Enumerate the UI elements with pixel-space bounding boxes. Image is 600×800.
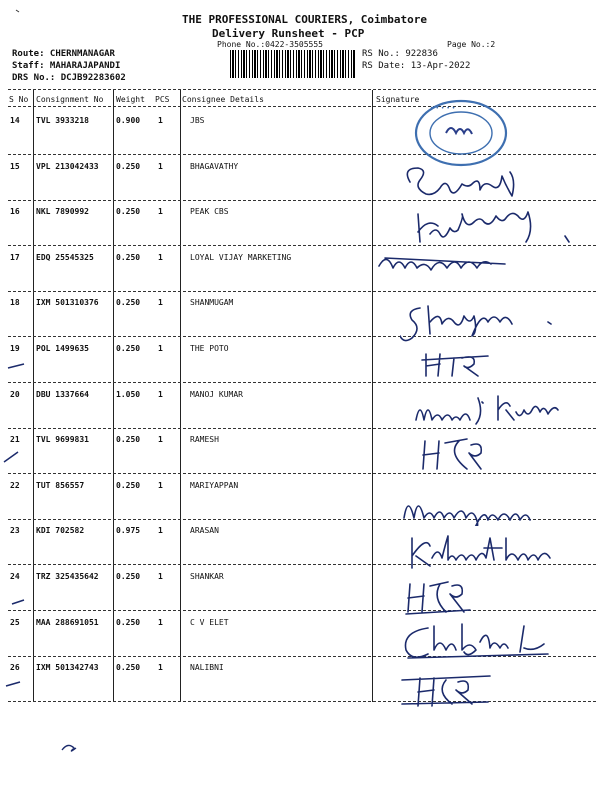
svg-text:• • • • •: • • • • • [430,105,456,112]
row-consignee: PEAK CBS [190,207,229,216]
row-consignment-no: POL 1499635 [36,344,89,353]
row-weight: 0.250 [116,298,141,307]
phone-number: Phone No.:0422-3505555 [217,40,323,49]
row-consignee: JBS [190,116,205,125]
row-serial: 22 [10,481,20,490]
row-pcs: 1 [158,162,163,171]
row-consignee: MANOJ KUMAR [190,390,243,399]
row-weight: 0.250 [116,481,141,490]
row-consignment-no: TVL 9699831 [36,435,89,444]
col-consignee: Consignee Details [182,95,264,104]
row-serial: 15 [10,162,20,171]
row-consignment-no: IXM 501342743 [36,663,99,672]
row-serial: 25 [10,618,20,627]
row-consignee: THE POTO [190,344,229,353]
row-weight: 0.900 [116,116,141,125]
row-serial: 17 [10,253,20,262]
row-consignee: SHANMUGAM [190,298,234,307]
row-consignment-no: NKL 7890992 [36,207,89,216]
row-consignee: MARIYAPPAN [190,481,239,490]
col-consignment: Consignment No [36,95,104,104]
row-consignee: NALIBNI [190,663,224,672]
row-pcs: 1 [158,207,163,216]
row-pcs: 1 [158,390,163,399]
drs-number: DRS No.: DCJB92283602 [12,73,126,83]
row-weight: 0.250 [116,663,141,672]
col-sno: S No [9,95,29,104]
row-consignee: RAMESH [190,435,219,444]
row-consignment-no: TUT 856557 [36,481,85,490]
row-weight: 0.250 [116,344,141,353]
row-pcs: 1 [158,481,163,490]
row-weight: 0.250 [116,207,141,216]
row-consignment-no: DBU 1337664 [36,390,89,399]
row-serial: 26 [10,663,20,672]
row-consignee: ARASAN [190,526,219,535]
row-weight: 0.250 [116,162,141,171]
row-pcs: 1 [158,116,163,125]
row-weight: 0.975 [116,526,141,535]
row-pcs: 1 [158,435,163,444]
sheet-title: Delivery Runsheet - PCP [212,27,365,40]
row-weight: 0.250 [116,253,141,262]
row-pcs: 1 [158,526,163,535]
row-serial: 21 [10,435,20,444]
row-pcs: 1 [158,298,163,307]
col-signature: Signature [376,95,420,104]
row-consignee: LOYAL VIJAY MARKETING [190,253,292,262]
company-name: THE PROFESSIONAL COURIERS, Coimbatore [182,13,428,26]
row-serial: 23 [10,526,20,535]
row-consignment-no: IXM 501310376 [36,298,99,307]
row-serial: 20 [10,390,20,399]
col-pcs: PCS [155,95,170,104]
row-consignee: SHANKAR [190,572,224,581]
row-consignment-no: MAA 288691051 [36,618,99,627]
row-consignment-no: EDQ 25545325 [36,253,94,262]
staff: Staff: MAHARAJAPANDI [12,61,121,71]
row-pcs: 1 [158,572,163,581]
row-serial: 14 [10,116,20,125]
row-weight: 0.250 [116,618,141,627]
row-pcs: 1 [158,344,163,353]
row-weight: 1.050 [116,390,141,399]
row-serial: 24 [10,572,20,581]
col-weight: Weight [116,95,145,104]
row-consignment-no: VPL 213042433 [36,162,99,171]
row-weight: 0.250 [116,572,141,581]
row-pcs: 1 [158,253,163,262]
row-pcs: 1 [158,618,163,627]
row-serial: 18 [10,298,20,307]
row-consignment-no: TRZ 325435642 [36,572,99,581]
row-consignment-no: TVL 3933218 [36,116,89,125]
rs-number: RS No.: 922836 [362,49,438,59]
row-pcs: 1 [158,663,163,672]
row-serial: 16 [10,207,20,216]
row-consignee: BHAGAVATHY [190,162,239,171]
rs-date: RS Date: 13-Apr-2022 [362,61,471,71]
row-serial: 19 [10,344,20,353]
route: Route: CHERNMANAGAR [12,49,115,59]
row-consignment-no: KDI 702582 [36,526,85,535]
page-number: Page No.:2 [447,40,496,49]
row-weight: 0.250 [116,435,141,444]
row-consignee: C V ELET [190,618,229,627]
